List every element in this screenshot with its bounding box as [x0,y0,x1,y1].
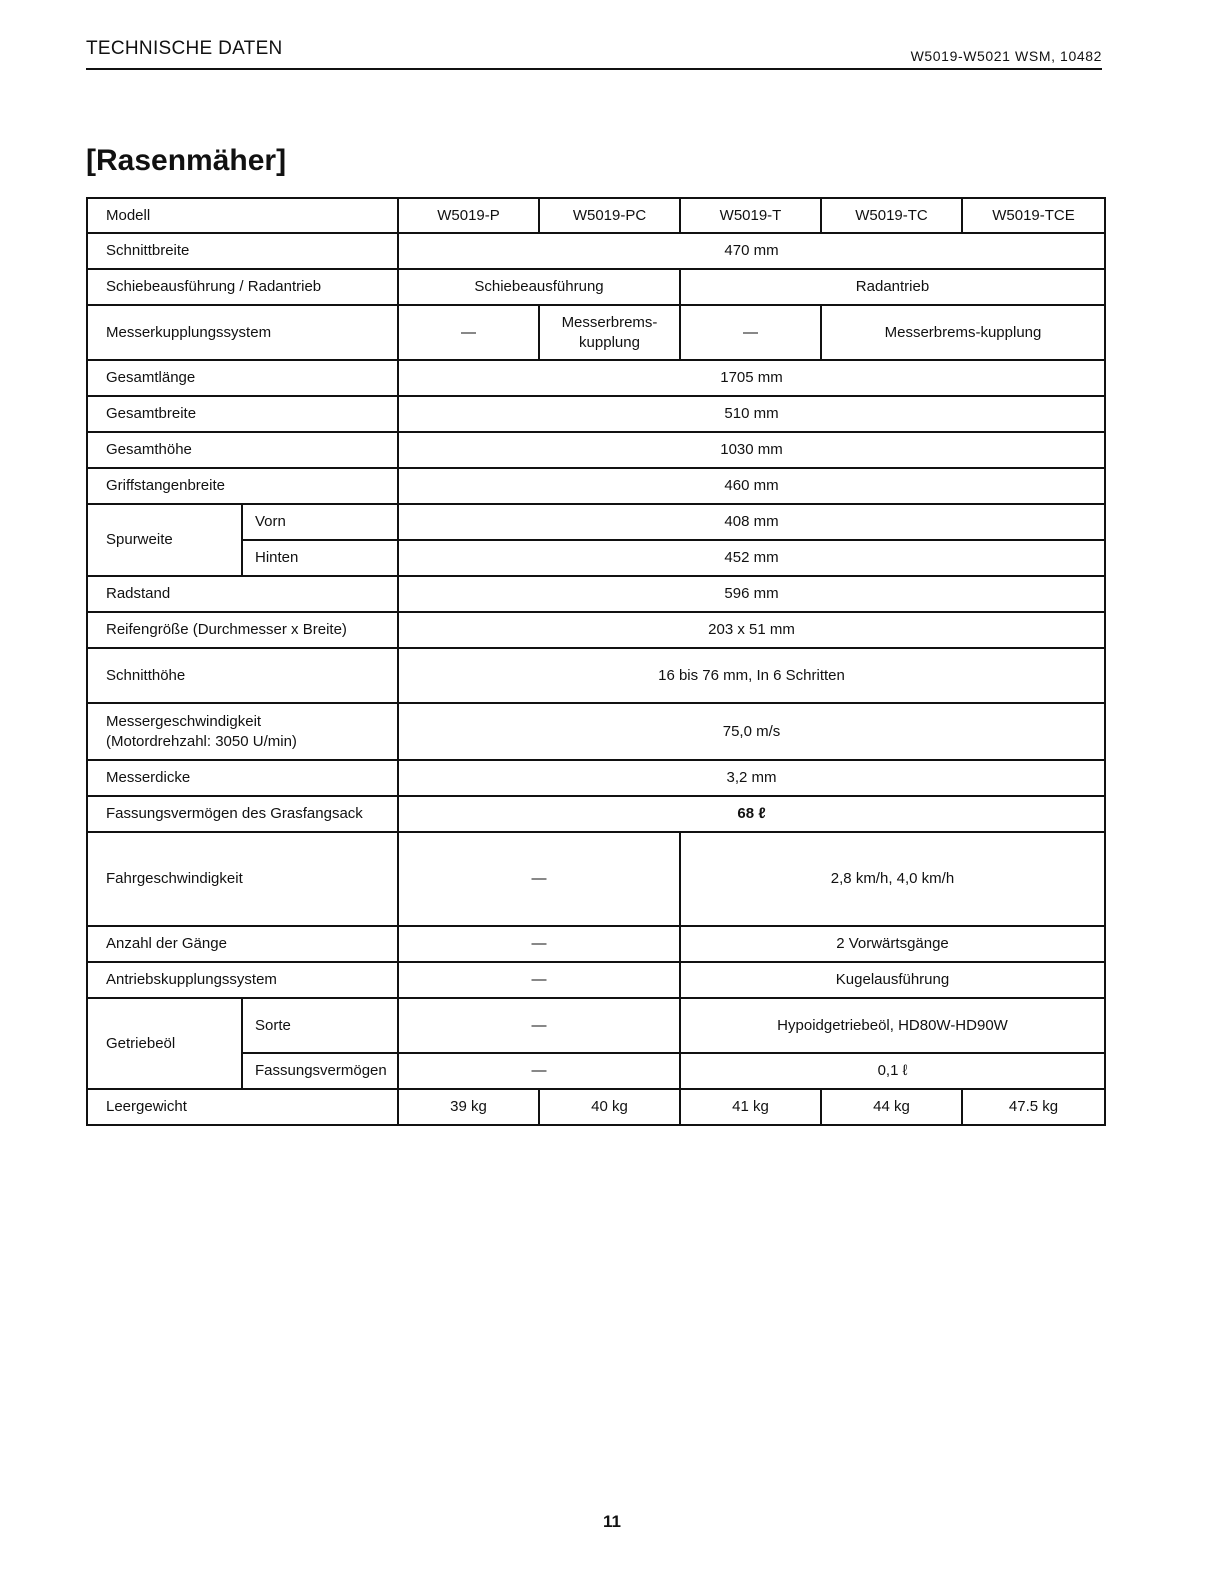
value-cell: 68 ℓ [398,796,1105,832]
sub-label: Fassungsvermögen [242,1053,398,1089]
value-cell: 75,0 m/s [398,703,1105,760]
table-row [87,998,1105,1053]
row-label: Getriebeöl [87,998,242,1089]
value-cell: Schiebeausführung [398,269,680,305]
table-row [87,832,1105,926]
table-row [87,269,1105,305]
model-cell: W5019-PC [539,198,680,233]
value-cell: — [680,305,821,360]
table-row [87,198,1105,233]
table-row [87,796,1105,832]
table-row [87,926,1105,962]
sub-label: Sorte [242,998,398,1053]
value-cell: 40 kg [539,1089,680,1125]
value-cell: 3,2 mm [398,760,1105,796]
value-cell: 510 mm [398,396,1105,432]
row-label: Schiebeausführung / Radantrieb [87,269,398,305]
value-cell: 460 mm [398,468,1105,504]
table-row [87,468,1105,504]
table-row [87,360,1105,396]
row-label: Reifengröße (Durchmesser x Breite) [87,612,398,648]
table-row [87,648,1105,703]
value-cell: 41 kg [680,1089,821,1125]
row-label: Gesamthöhe [87,432,398,468]
value-cell: 16 bis 76 mm, In 6 Schritten [398,648,1105,703]
table-row [87,432,1105,468]
row-label: Radstand [87,576,398,612]
row-label: Fassungsvermögen des Grasfangsack [87,796,398,832]
value-cell: 470 mm [398,233,1105,269]
spec-table [86,197,1106,1126]
table-row [87,504,1105,540]
value-cell: 596 mm [398,576,1105,612]
value-cell: — [398,1053,680,1089]
model-cell: W5019-P [398,198,539,233]
sub-label: Hinten [242,540,398,576]
row-label: Schnittbreite [87,233,398,269]
value-cell: — [398,998,680,1053]
table-row [87,962,1105,998]
value-cell: Hypoidgetriebeöl, HD80W-HD90W [680,998,1105,1053]
row-label: Gesamtbreite [87,396,398,432]
value-cell: 408 mm [398,504,1105,540]
row-label-line: (Motordrehzahl: 3050 U/min) [106,732,297,750]
row-label: Leergewicht [87,1089,398,1125]
row-label: Antriebskupplungssystem [87,962,398,998]
page-number: 11 [603,1512,621,1531]
page-title: [Rasenmäher] [86,144,287,177]
value-cell: 452 mm [398,540,1105,576]
value-cell: — [398,926,680,962]
value-cell: 1030 mm [398,432,1105,468]
model-cell: W5019-TC [821,198,962,233]
value-cell: — [398,962,680,998]
row-label: Spurweite [87,504,242,576]
value-cell: Messerbrems-kupplung [539,305,680,360]
table-row [87,233,1105,269]
row-label: Schnitthöhe [87,648,398,703]
model-cell: W5019-TCE [962,198,1105,233]
value-cell: Kugelausführung [680,962,1105,998]
row-label [87,703,398,760]
value-cell: 44 kg [821,1089,962,1125]
value-cell: Radantrieb [680,269,1105,305]
table-row [87,576,1105,612]
value-cell: 39 kg [398,1089,539,1125]
row-label: Messerdicke [87,760,398,796]
table-row [87,1089,1105,1125]
value-cell: — [398,832,680,926]
row-label: Messerkupplungssystem [87,305,398,360]
row-label: Anzahl der Gänge [87,926,398,962]
value-cell: 203 x 51 mm [398,612,1105,648]
value-cell: 2 Vorwärtsgänge [680,926,1105,962]
table-row [87,305,1105,360]
row-label: Gesamtlänge [87,360,398,396]
page-header [86,38,1102,70]
row-label: Modell [87,198,398,233]
value-cell: 0,1 ℓ [680,1053,1105,1089]
value-cell: — [398,305,539,360]
section-title: TECHNISCHE DATEN [86,38,283,59]
table-row [87,703,1105,760]
value-cell: 47.5 kg [962,1089,1105,1125]
model-cell: W5019-T [680,198,821,233]
row-label-line: Messergeschwindigkeit [106,712,262,730]
table-row [87,396,1105,432]
table-row [87,760,1105,796]
table-row [87,612,1105,648]
row-label: Fahrgeschwindigkeit [87,832,398,926]
document-reference: W5019-W5021 WSM, 10482 [910,48,1102,64]
sub-label: Vorn [242,504,398,540]
value-cell: 2,8 km/h, 4,0 km/h [680,832,1105,926]
row-label: Griffstangenbreite [87,468,398,504]
value-cell: Messerbrems-kupplung [821,305,1105,360]
value-cell: 1705 mm [398,360,1105,396]
